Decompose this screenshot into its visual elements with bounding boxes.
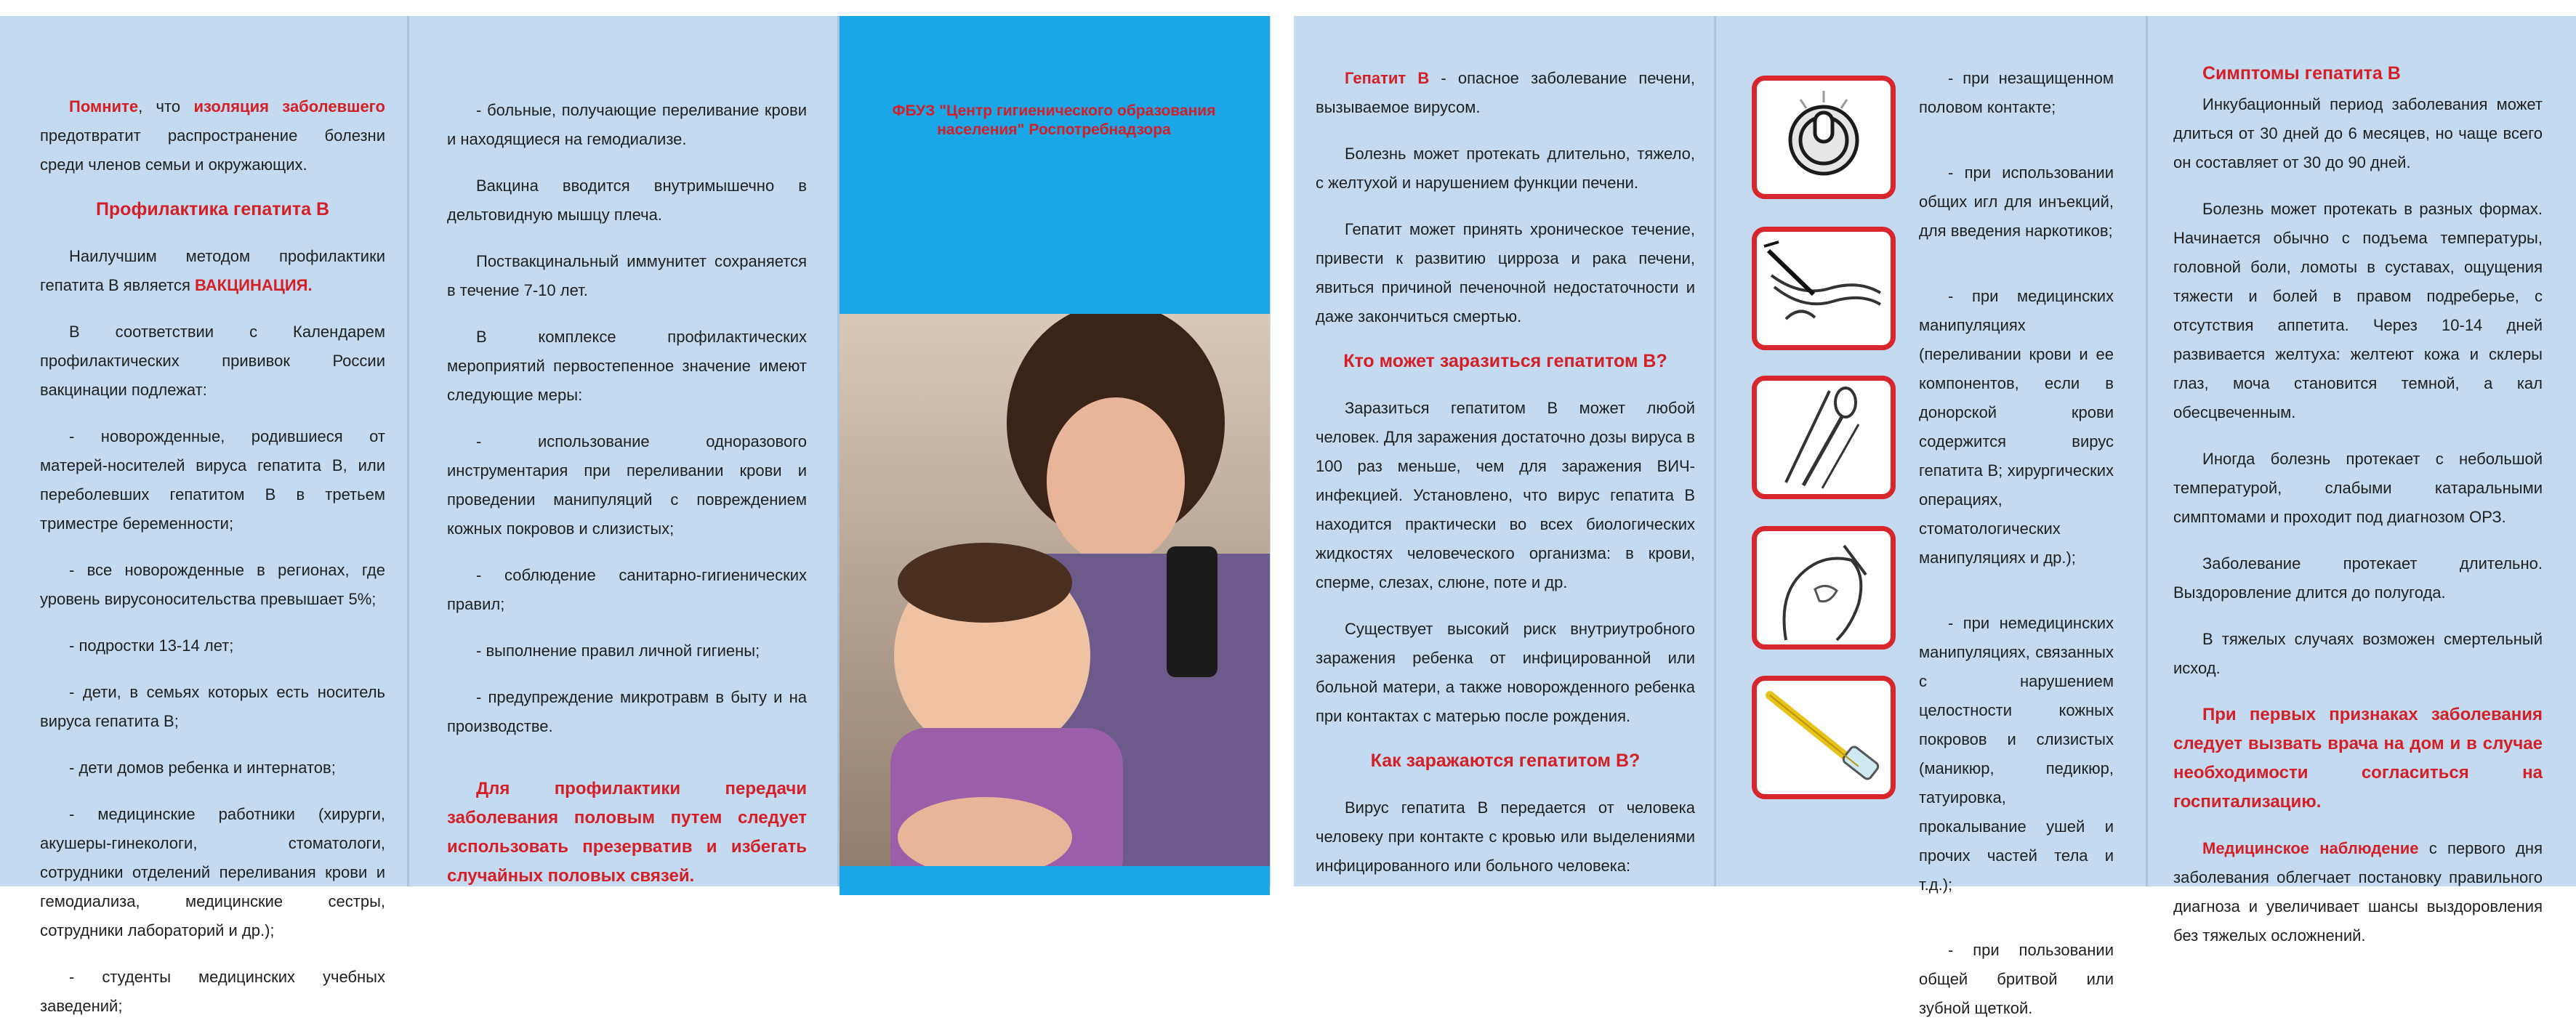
list-item: - использование одноразового инструментария при переливании крови и проведении манипуляций с повреждением кожных покровов и слизистых; — [447, 432, 807, 538]
list-item: - дети, в семьях которых есть носитель вируса гепатита В; — [40, 683, 385, 730]
list-item: - при пользовании общей бритвой или зубной щеткой. — [1919, 941, 2114, 1017]
paragraph: Инкубационный период заболевания может длиться от 30 дней до 6 месяцев, но чаще всего он составляет от 30 до 90 дней. — [2173, 95, 2543, 171]
paragraph: Иногда болезнь протекает с небольшой температурой, слабыми катаральными симптомами и проходит под диагнозом ОРЗ. — [2173, 450, 2543, 526]
panel-vaccine-measures — [447, 16, 807, 886]
list-item: - медицинские работники (хирурги, акушеры-гинекологи, стоматологи, сотрудники отделений переливания крови и гемодиализа, медицинские сестры, сотрудники лабораторий и др.); — [40, 805, 385, 939]
list-item: - при использовании общих игл для инъекций, для введения наркотиков; — [1919, 163, 2114, 240]
list-item: - при немедицинских манипуляциях, связанных с нарушением целостности кожных покровов и слизистых (маникюр, педикюр, татуировка, прокалывание ушей и прочих частей тела и т.д.); — [1919, 614, 2114, 894]
photo-illustration — [840, 314, 1270, 895]
medical-observation — [2173, 834, 2543, 950]
fold-line — [1714, 16, 1716, 886]
mother-child-photo — [840, 314, 1270, 895]
vaccination-word: ВАКЦИНАЦИЯ. — [194, 276, 313, 294]
medical-tools-icon — [1752, 376, 1896, 499]
fold-line — [407, 16, 409, 886]
list-item: - предупреждение микротравм в быту и на производстве. — [447, 688, 807, 735]
paragraph: Заразиться гепатитом В может любой человек. Для заражения достаточно дозы вируса в 100 раз меньше, чем для заражения ВИЧ-инфекцией. Установлено, что вирус гепатита В находится практически во всех биологических жидкостях человеческого организма: в крови, сперме, слезах, слюне, поте и др. — [1316, 399, 1695, 591]
condom-drawing — [1757, 81, 1891, 194]
isolation-phrase: изоляция заболевшего — [193, 97, 385, 116]
condom-advice: Для профилактики передачи заболевания половым путем следует использовать презерватив и избегать случайных половых связей. — [447, 779, 807, 886]
hepatitis-definition — [1316, 64, 1695, 122]
injection-drawing — [1757, 232, 1891, 345]
panel-prevention — [40, 16, 385, 1015]
paragraph: В тяжелых случаях возможен смертельный исход. — [2173, 630, 2543, 677]
list-item: - дети домов ребенка и интернатов; — [69, 759, 336, 777]
tattoo-drawing — [1757, 531, 1891, 644]
list-item: Поствакцинальный иммунитет сохраняется в течение 7-10 лет. — [447, 252, 807, 299]
text-fragment: с первого дня заболевания облегчает постановку правильного диагноза и увеличивает шансы выздоровления без тяжелых осложнений. — [2173, 839, 2543, 945]
paragraph: Существует высокий риск внутриутробного заражения ребенка от инфицированной или больной матери, а также новорожденного ребенка при контактах с матерью после рождения. — [1316, 620, 1695, 725]
condom-icon — [1752, 76, 1896, 199]
call-doctor-note: При первых признаках заболевания следует вызвать врача на дом и в случае необходимости согласиться на госпитализацию. — [2173, 705, 2543, 812]
remember-word: Помните — [69, 97, 139, 116]
list-item: - при медицинских манипуляциях (переливании крови и ее компонентов, если в донорской крови содержится вирус гепатита В; хирургических операциях, стоматологических манипуляциях и др.); — [1919, 287, 2114, 567]
hepatitis-term: Гепатит В — [1345, 69, 1430, 87]
toothbrush-icon — [1752, 676, 1896, 799]
paragraph: Гепатит может принять хроническое течение, привести к развитию цирроза и рака печени, явиться причиной печеночной недостаточности и даже закончиться смертью. — [1316, 220, 1695, 326]
symptoms-heading: Симптомы гепатита В — [2202, 63, 2401, 84]
text-fragment: Наилучшим методом профилактики гепатита В является — [40, 247, 385, 294]
list-item: - больные, получающие переливание крови и находящиеся на гемодиализе. — [447, 101, 807, 148]
fold-line — [2146, 16, 2148, 886]
panel-transmission-routes — [1919, 16, 2114, 1017]
panel-symptoms — [2173, 16, 2543, 945]
who-can-get-heading: Кто может заразиться гепатитом В? — [1343, 351, 1667, 371]
cover-panel — [840, 16, 1270, 886]
text-fragment: , что — [138, 97, 194, 116]
paragraph: Вирус гепатита В передается от человека человеку при контакте с кровью или выделениями инфицированного или больного человека: — [1316, 798, 1695, 875]
list-item: В комплексе профилактических мероприятий первостепенное значение имеют следующие меры: — [447, 328, 807, 404]
calendar-paragraph: В соответствии с Календарем профилактических прививок России вакцинации подлежат: — [40, 323, 385, 399]
vaccination-lead — [40, 242, 385, 300]
list-item: Вакцина вводится внутримышечно в дельтовидную мышцу плеча. — [447, 177, 807, 224]
text-fragment: - опасное заболевание печени, вызываемое вирусом. — [1316, 69, 1696, 116]
list-item: - новорожденные, родившиеся от матерей-носителей вируса гепатита В, или переболевших гепатитом В в третьем триместре беременности; — [40, 427, 385, 533]
organization-title: ФБУЗ "Центр гигиенического образования населения" Роспотребнадзора — [892, 102, 1216, 138]
paragraph: Болезнь может протекать в разных формах. Начинается обычно с подъема температуры, головной боли, ломоты в суставах, ощущения тяжести и болей в правом подреберье, с отсутствия аппетита. Через 10-14 дней развивается желтуха: желтеют кожа и склеры глаз, моча становится темной, а кал обесцвеченным. — [2173, 200, 2543, 421]
list-item: - студенты медицинских учебных заведений; — [40, 968, 385, 1015]
prevention-heading: Профилактика гепатита В — [95, 199, 330, 219]
list-item: - при незащищенном половом контакте; — [1919, 69, 2114, 116]
paragraph: Болезнь может протекать длительно, тяжело, с желтухой и нарушением функции печени. — [1316, 145, 1695, 192]
toothbrush-drawing — [1757, 681, 1891, 794]
list-item: - соблюдение санитарно-гигиенических правил; — [447, 566, 807, 613]
medical-observation-term: Медицинское наблюдение — [2202, 839, 2419, 857]
paragraph: Заболевание протекает длительно. Выздоровление длится до полугода. — [2173, 554, 2543, 602]
list-item: - выполнение правил личной гигиены; — [476, 642, 760, 660]
text-fragment: предотвратит распространение болезни среди членов семьи и окружающих. — [40, 126, 385, 174]
list-item: - подростки 13-14 лет; — [69, 636, 234, 655]
how-infected-heading: Как заражаются гепатитом В? — [1370, 751, 1641, 771]
panel-about-hepatitis — [1316, 16, 1695, 886]
isolation-note — [40, 92, 385, 179]
list-item: - все новорожденные в регионах, где уровень вирусоносительства превышает 5%; — [40, 561, 385, 608]
injection-arm-icon — [1752, 227, 1896, 350]
tattoo-arm-icon — [1752, 526, 1896, 650]
tools-drawing — [1757, 381, 1891, 494]
